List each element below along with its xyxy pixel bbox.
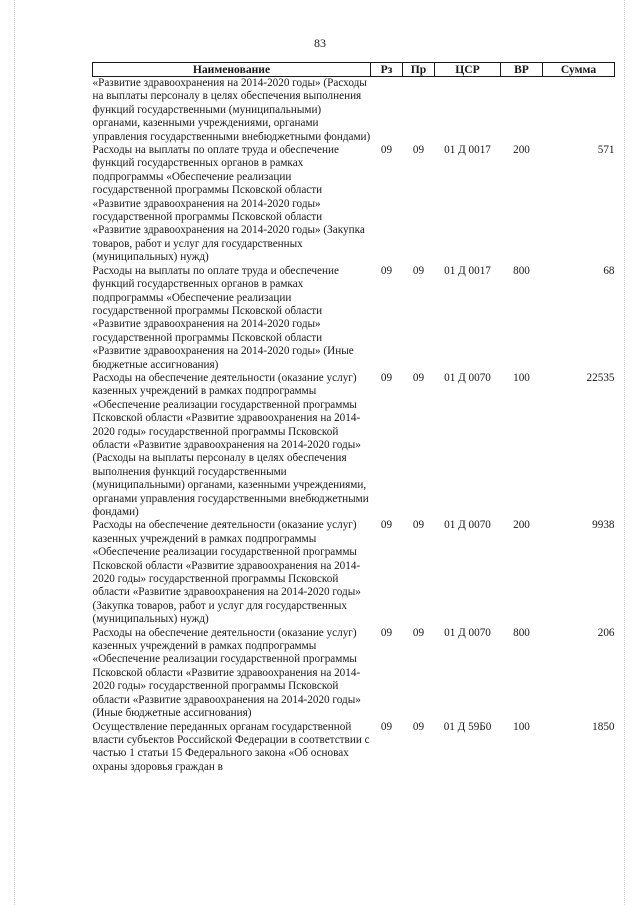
cell-sum: 1850 [592, 720, 615, 733]
cell-sum [543, 77, 615, 145]
cell-sum: 68 [603, 264, 615, 277]
cell-rz: 09 [380, 264, 393, 277]
cell-vr: 800 [513, 626, 530, 639]
cell-name: Расходы на выплаты по оплате труда и обеспечение функций государственных органов в рамках подпрограммы «Обеспечение реализации государственной программы Псковской области «Развитие здравоохранения на 2014-2020 годы» государственной программы Псковской области «Развитие здравоохранения на 2014-2020 годы» (Иные бюджетные ассигнования) [92, 264, 354, 371]
header-sum: Сумма [543, 63, 615, 77]
cell-name: Осуществление переданных органам государственной власти субъектов Российской Федерации в соответствии с частью 1 статьи 15 Федерального закона «Об основах охраны здоровья граждан в [92, 720, 370, 773]
cell-pr: 09 [412, 720, 425, 733]
cell-name: Расходы на обеспечение деятельности (оказание услуг) казенных учреждений в рамках подпрограммы «Обеспечение реализации государственной программы Псковской области «Развитие здравоохранения на 2014-2020 годы» государственной программы Псковской области «Развитие здравоохранения на 2014-2020 годы» (Расходы на выплаты персоналу в целях обеспечения выполнения функций государственными (муниципальными) органами, казенными учреждениями, органами управления государственными внебюджетными фондами) [92, 371, 369, 518]
cell-vr: 200 [513, 519, 530, 532]
table-header-row [93, 63, 615, 77]
cell-pr: 09 [412, 519, 425, 532]
cell-name: Расходы на выплаты по оплате труда и обеспечение функций государственных органов в рамках подпрограммы «Обеспечение реализации государственной программы Псковской области «Развитие здравоохранения на 2014-2020 годы» государственной программы Псковской области «Развитие здравоохранения на 2014-2020 годы» (Закупка товаров, работ и услуг для государственных (муниципальных) нужд) [92, 144, 365, 264]
cell-name: Расходы на обеспечение деятельности (оказание услуг) казенных учреждений в рамках подпрограммы «Обеспечение реализации государственной программы Псковской области «Развитие здравоохранения на 2014-2020 годы» государственной программы Псковской области «Развитие здравоохранения на 2014-2020 годы» (Иные бюджетные ассигнования) [92, 626, 361, 720]
budget-table [92, 62, 615, 774]
cell-vr [501, 77, 543, 145]
cell-csr: 01 Д 0070 [444, 519, 491, 532]
table-row [93, 519, 615, 626]
cell-rz: 09 [380, 371, 393, 384]
table-row [93, 265, 615, 372]
cell-pr [403, 77, 435, 145]
cell-csr [435, 77, 501, 145]
cell-vr: 200 [513, 144, 530, 157]
cell-sum: 571 [597, 144, 615, 157]
header-name: Наименование [93, 63, 371, 77]
cell-name: «Развитие здравоохранения на 2014-2020 годы» (Расходы на выплаты персоналу в целях обеспечения выполнения функций государственными (муниципальными) органами, казенными учреждениями, органами управления государственными внебюджетными фондами) [92, 77, 371, 143]
cell-name: Расходы на обеспечение деятельности (оказание услуг) казенных учреждений в рамках подпрограммы «Обеспечение реализации государственной программы Псковской области «Развитие здравоохранения на 2014-2020 годы» государственной программы Псковской области «Развитие здравоохранения на 2014-2020 годы» (Закупка товаров, работ и услуг для государственных (муниципальных) нужд) [92, 519, 361, 626]
table-row [93, 372, 615, 519]
cell-csr: 01 Д 0017 [444, 264, 491, 277]
page-number: 83 [314, 36, 326, 50]
cell-vr: 100 [513, 720, 530, 733]
header-rz: Рз [371, 63, 403, 77]
cell-csr: 01 Д 59Б0 [443, 720, 492, 733]
cell-rz: 09 [380, 626, 393, 639]
cell-sum: 206 [597, 626, 615, 639]
cell-vr: 800 [513, 264, 530, 277]
cell-csr: 01 Д 0017 [444, 144, 491, 157]
cell-rz: 09 [380, 720, 393, 733]
table-row [93, 77, 615, 145]
scan-margin-line [14, 0, 15, 905]
cell-pr: 09 [412, 264, 425, 277]
table-row [93, 721, 615, 775]
cell-rz [371, 77, 403, 145]
cell-sum: 9938 [592, 519, 615, 532]
header-csr: ЦСР [435, 63, 501, 77]
cell-pr: 09 [412, 144, 425, 157]
cell-rz: 09 [380, 144, 393, 157]
table-row [93, 627, 615, 721]
scan-margin-line [624, 0, 625, 905]
cell-csr: 01 Д 0070 [444, 371, 491, 384]
cell-rz: 09 [380, 519, 393, 532]
header-vr: ВР [501, 63, 543, 77]
cell-vr: 100 [513, 371, 530, 384]
header-pr: Пр [403, 63, 435, 77]
cell-sum: 22535 [586, 371, 615, 384]
cell-pr: 09 [412, 626, 425, 639]
cell-csr: 01 Д 0070 [444, 626, 491, 639]
table-row [93, 144, 615, 265]
cell-pr: 09 [412, 371, 425, 384]
